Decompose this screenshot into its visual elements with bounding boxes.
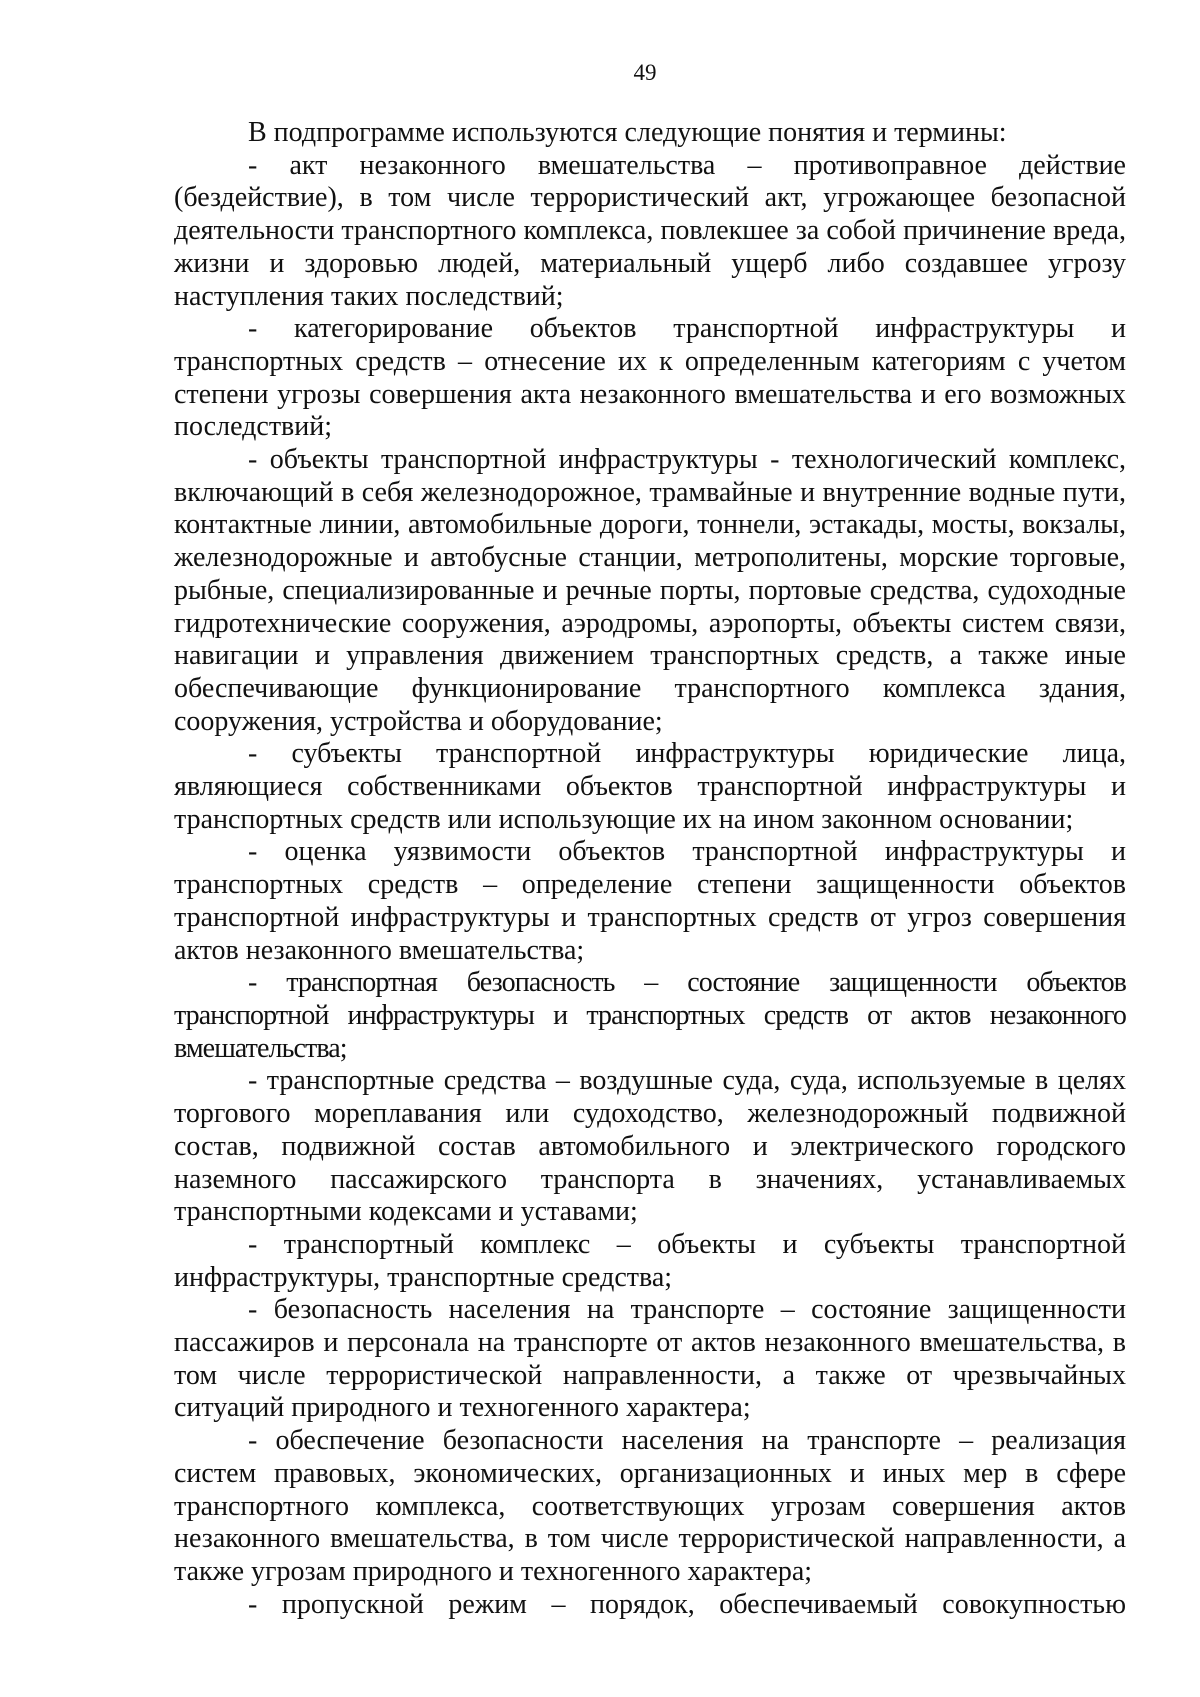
- term-definition-paragraph: - транспортный комплекс – объекты и субъекты транспортной инфраструктуры, транспортные средства;: [174, 1228, 1126, 1293]
- term-definition-paragraph: - транспортные средства – воздушные суда, суда, используемые в целях торгового мореплавания или судоходство, железнодорожный подвижной состав, подвижной состав автомобильного и электрического городского наземного пассажирского транспорта в значениях, устанавливаемых транспортными кодексами и уставами;: [174, 1065, 1126, 1228]
- term-definition-paragraph: - обеспечение безопасности населения на транспорте – реализация систем правовых, экономических, организационных и иных мер в сфере транспортного комплекса, соответствующих угрозам совершения актов незаконного вмешательства, в том числе террористической направленности, а также угрозам природного и техногенного характера;: [174, 1425, 1126, 1587]
- term-definition-paragraph: - объекты транспортной инфраструктуры - технологический комплекс, включающий в себя железнодорожное, трамвайные и внутренние водные пути, контактные линии, автомобильные дороги, тоннели, эстакады, мосты, вокзалы, железнодорожные и автобусные станции, метрополитены, морские торговые, рыбные, специализированные и речные порты, портовые средства, судоходные гидротехнические сооружения, аэродромы, аэропорты, объекты систем связи, навигации и управления движением транспортных средств, а также иные обеспечивающие функционирование транспортного комплекса здания, сооружения, устройства и оборудование;: [174, 444, 1126, 737]
- document-body: [174, 117, 1126, 1621]
- page-number: 49: [633, 60, 657, 85]
- term-definition-paragraph: - акт незаконного вмешательства – противоправное действие (бездействие), в том числе террористический акт, угрожающее безопасной деятельности транспортного комплекса, повлекшее за собой причинение вреда, жизни и здоровью людей, материальный ущерб либо создавшее угрозу наступления таких последствий;: [174, 149, 1126, 312]
- term-definition-paragraph: - транспортная безопасность – состояние защищенности объектов транспортной инфраструктуры и транспортных средств от актов незаконного вмешательства;: [174, 967, 1126, 1064]
- intro-paragraph: В подпрограмме используются следующие понятия и термины:: [248, 117, 1007, 148]
- term-definition-paragraph: - категорирование объектов транспортной инфраструктуры и транспортных средств – отнесение их к определенным категориям с учетом степени угрозы совершения акта незаконного вмешательства и его возможных последствий;: [174, 313, 1126, 443]
- term-definition-paragraph: - пропускной режим – порядок, обеспечиваемый совокупностью: [248, 1588, 1126, 1620]
- term-definition-paragraph: - субъекты транспортной инфраструктуры юридические лица, являющиеся собственниками объектов транспортной инфраструктуры и транспортных средств или использующие их на ином законном основании;: [174, 738, 1126, 835]
- term-definition-paragraph: - оценка уязвимости объектов транспортной инфраструктуры и транспортных средств – определение степени защищенности объектов транспортной инфраструктуры и транспортных средств от угроз совершения актов незаконного вмешательства;: [174, 836, 1126, 966]
- term-definition-paragraph: - безопасность населения на транспорте – состояние защищенности пассажиров и персонала на транспорте от актов незаконного вмешательства, в том числе террористической направленности, а также от чрезвычайных ситуаций природного и техногенного характера;: [174, 1294, 1126, 1424]
